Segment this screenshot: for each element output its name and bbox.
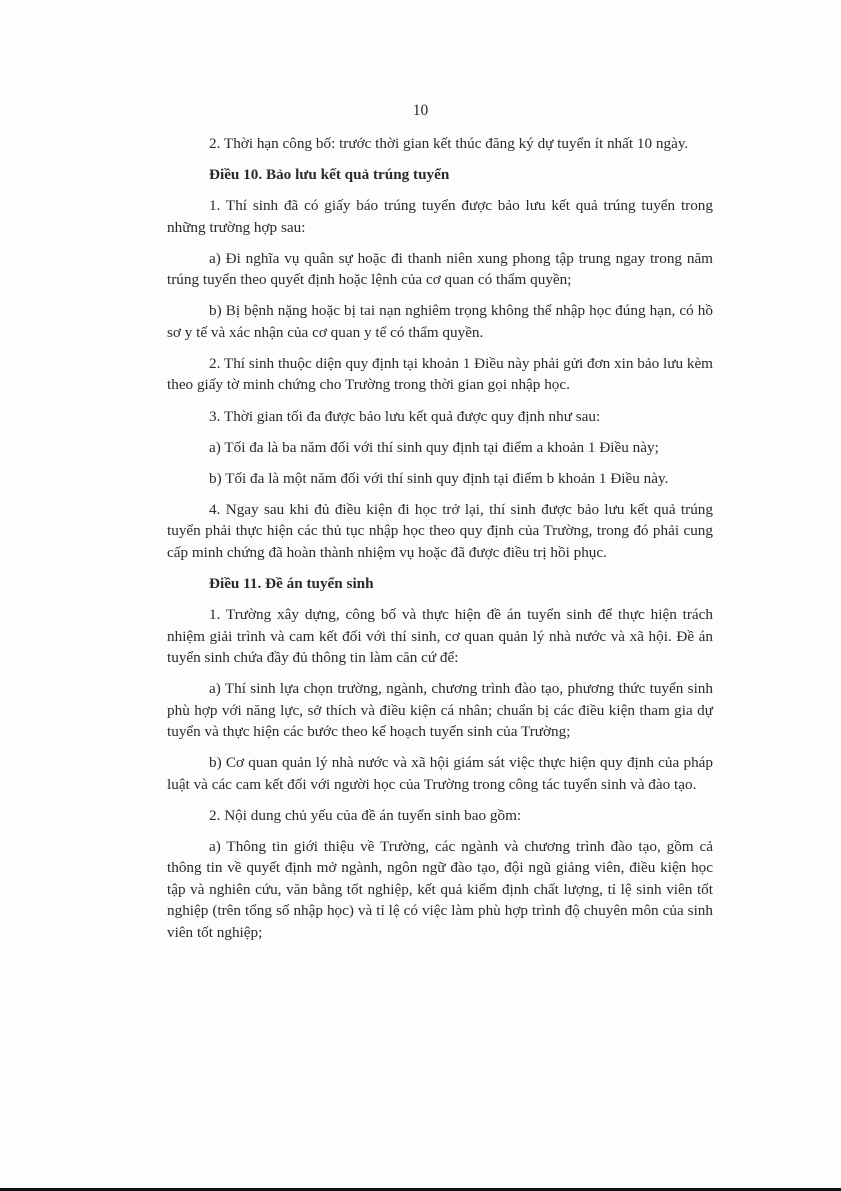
paragraph: 3. Thời gian tối đa được bảo lưu kết quả được quy định như sau: xyxy=(209,407,601,425)
paragraph: a) Thí sinh lựa chọn trường, ngành, chương trình đào tạo, phương thức tuyển sinh phù hợp với năng lực, sở thích và điều kiện cá nhân; chuẩn bị các điều kiện tham gia dự tuyển và thực hiện các bước theo kế hoạch tuyển sinh của Trường; xyxy=(167,680,713,741)
page-number: 10 xyxy=(412,102,429,119)
paragraph: a) Thông tin giới thiệu về Trường, các ngành và chương trình đào tạo, gồm cả thông tin về quyết định mở ngành, ngôn ngữ đào tạo, đội ngũ giảng viên, điều kiện học tập và nghiên cứu, văn bằng tốt nghiệp, kết quả kiểm định chất lượng, tỉ lệ sinh viên tốt nghiệp (trên tổng số nhập học) và tỉ lệ có việc làm phù hợp trình độ chuyên môn của sinh viên tốt nghiệp; xyxy=(167,837,713,941)
paragraph: 1. Trường xây dựng, công bố và thực hiện đề án tuyển sinh để thực hiện trách nhiệm giải trình và cam kết đối với thí sinh, cơ quan quản lý nhà nước và xã hội. Đề án tuyển sinh chứa đầy đủ thông tin làm căn cứ để: xyxy=(167,606,713,667)
article-heading: Điều 10. Bảo lưu kết quả trúng tuyển xyxy=(209,166,450,184)
paragraph: b) Cơ quan quản lý nhà nước và xã hội giám sát việc thực hiện quy định của pháp luật và các cam kết đối với người học của Trường trong công tác tuyển sinh và đào tạo. xyxy=(167,754,713,793)
paragraph: a) Đi nghĩa vụ quân sự hoặc đi thanh niên xung phong tập trung ngay trong năm trúng tuyển theo quyết định hoặc lệnh của cơ quan có thẩm quyền; xyxy=(167,249,713,289)
article-heading: Điều 11. Đề án tuyển sinh xyxy=(209,574,374,592)
paragraph: 1. Thí sinh đã có giấy báo trúng tuyển được bảo lưu kết quả trúng tuyển trong những trường hợp sau: xyxy=(167,197,713,236)
paragraph: 2. Thí sinh thuộc diện quy định tại khoản 1 Điều này phải gửi đơn xin bảo lưu kèm theo giấy tờ minh chứng cho Trường trong thời gian gọi nhập học. xyxy=(167,354,713,394)
paragraph: 2. Nội dung chủ yếu của đề án tuyển sinh bao gồm: xyxy=(209,806,522,824)
paragraph: 4. Ngay sau khi đủ điều kiện đi học trở lại, thí sinh được bảo lưu kết quả trúng tuyển phải thực hiện các thủ tục nhập học theo quy định của Trường, trong đó phải cung cấp minh chứng đã hoàn thành nhiệm vụ hoặc đã được điều trị hồi phục. xyxy=(167,500,713,561)
paragraph: b) Tối đa là một năm đối với thí sinh quy định tại điểm b khoản 1 Điều này. xyxy=(209,469,669,487)
paragraph: 2. Thời hạn công bố: trước thời gian kết thúc đăng ký dự tuyển ít nhất 10 ngày. xyxy=(209,135,689,152)
document-body xyxy=(167,133,713,953)
paragraph: a) Tối đa là ba năm đối với thí sinh quy định tại điểm a khoản 1 Điều này; xyxy=(209,438,659,456)
paragraph: b) Bị bệnh nặng hoặc bị tai nạn nghiêm trọng không thể nhập học đúng hạn, có hồ sơ y tế và xác nhận của cơ quan y tế có thẩm quyền. xyxy=(167,302,713,341)
